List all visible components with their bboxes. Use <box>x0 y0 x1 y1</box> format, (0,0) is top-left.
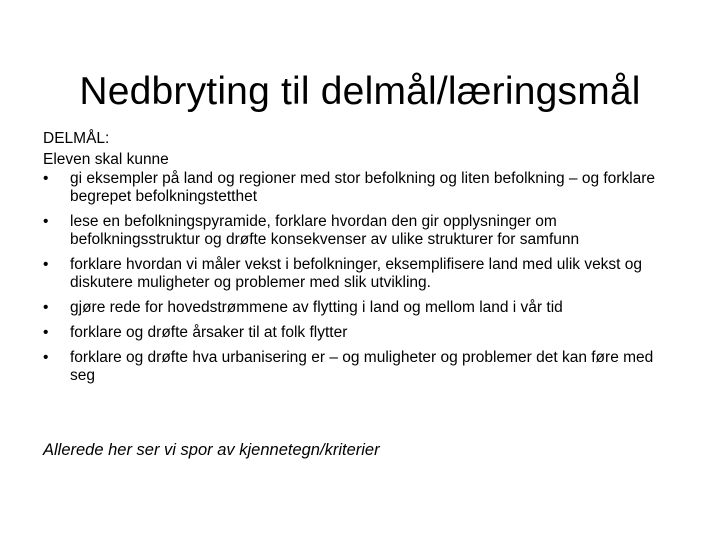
list-item <box>43 349 673 385</box>
list-item <box>43 299 673 317</box>
bullet-icon: • <box>43 170 49 187</box>
list-item-text: gjøre rede for hovedstrømmene av flytting i land og mellom land i vår tid <box>70 299 563 316</box>
list-item-text: gi eksempler på land og regioner med stor befolkning og liten befolkning – og forklare begrepet befolkningstetthet <box>70 170 656 205</box>
bullet-icon: • <box>43 213 49 230</box>
list-item-text: forklare hvordan vi måler vekst i befolkninger, eksemplifisere land med ulik vekst og diskutere muligheter og problemer med slik utvikling. <box>70 256 643 291</box>
bullet-icon: • <box>43 299 49 316</box>
goals-list <box>43 170 673 385</box>
bullet-icon: • <box>43 324 49 341</box>
slide-title: Nedbryting til delmål/læringsmål <box>79 70 641 114</box>
goals-subheading: Eleven skal kunne <box>43 151 169 168</box>
list-item <box>43 324 673 342</box>
list-item-text: forklare og drøfte årsaker til at folk flytter <box>70 324 348 341</box>
goals-heading: DELMÅL: <box>43 130 110 147</box>
criteria-note: Allerede her ser vi spor av kjennetegn/kriterier <box>43 441 380 459</box>
list-item <box>43 213 673 249</box>
list-item-text: lese en befolkningspyramide, forklare hvordan den gir opplysninger om befolkningsstruktur og drøfte konsekvenser av ulike strukturer for samfunn <box>70 213 580 248</box>
list-item <box>43 170 673 206</box>
slide-content <box>43 128 673 385</box>
list-item-text: forklare og drøfte hva urbanisering er – og muligheter og problemer det kan føre med seg <box>70 349 654 384</box>
bullet-icon: • <box>43 349 49 366</box>
list-item <box>43 256 673 292</box>
bullet-icon: • <box>43 256 49 273</box>
